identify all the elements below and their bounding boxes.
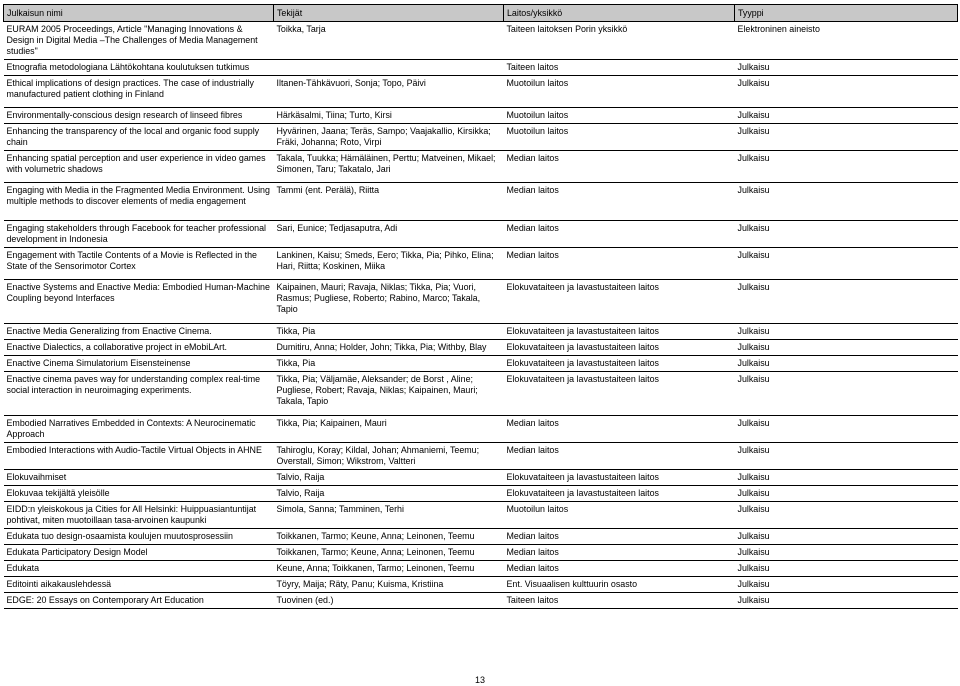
cell-authors: Talvio, Raija [274, 486, 504, 502]
cell-authors: Tahiroglu, Koray; Kildal, Johan; Ahmaniemi, Teemu; Overstall, Simon; Wikstrom, Valtteri [274, 443, 504, 470]
cell-department: Elokuvataiteen ja lavastustaiteen laitos [504, 372, 735, 416]
cell-type: Julkaisu [735, 324, 958, 340]
cell-type: Julkaisu [735, 593, 958, 609]
cell-department: Muotoilun laitos [504, 108, 735, 124]
cell-type: Julkaisu [735, 372, 958, 416]
cell-type: Julkaisu [735, 416, 958, 443]
table-row [4, 324, 958, 340]
cell-department: Median laitos [504, 221, 735, 248]
table-row [4, 340, 958, 356]
cell-department: Elokuvataiteen ja lavastustaiteen laitos [504, 486, 735, 502]
table-row [4, 577, 958, 593]
cell-title: Edukata Participatory Design Model [4, 545, 274, 561]
cell-authors: Simola, Sanna; Tamminen, Terhi [274, 502, 504, 529]
cell-title: EDGE: 20 Essays on Contemporary Art Education [4, 593, 274, 609]
cell-type: Julkaisu [735, 183, 958, 221]
cell-authors: Härkäsalmi, Tiina; Turto, Kirsi [274, 108, 504, 124]
cell-authors: Töyry, Maija; Räty, Panu; Kuisma, Kristiina [274, 577, 504, 593]
table-row [4, 502, 958, 529]
cell-title: Edukata [4, 561, 274, 577]
cell-authors: Tikka, Pia; Väljamäe, Aleksander; de Borst , Aline; Pugliese, Robert; Ravaja, Niklas; Kaipainen, Mauri; Takala, Tapio [274, 372, 504, 416]
cell-type: Julkaisu [735, 561, 958, 577]
table-row [4, 280, 958, 324]
cell-department: Median laitos [504, 416, 735, 443]
table-row [4, 124, 958, 151]
cell-title: EURAM 2005 Proceedings, Article "Managing Innovations & Design in Digital Media –The Challenges of Media Management studies" [4, 22, 274, 60]
cell-authors: Hyvärinen, Jaana; Teräs, Sampo; Vaajakallio, Kirsikka; Fräki, Johanna; Roto, Virpi [274, 124, 504, 151]
cell-department: Median laitos [504, 183, 735, 221]
cell-title: Elokuvaa tekijältä yleisölle [4, 486, 274, 502]
cell-department: Median laitos [504, 443, 735, 470]
cell-department: Elokuvataiteen ja lavastustaiteen laitos [504, 470, 735, 486]
cell-authors: Tikka, Pia [274, 356, 504, 372]
cell-type: Julkaisu [735, 545, 958, 561]
cell-authors: Kaipainen, Mauri; Ravaja, Niklas; Tikka, Pia; Vuori, Rasmus; Pugliese, Roberto; Rabino, Marco; Takala, Tapio [274, 280, 504, 324]
cell-department: Taiteen laitos [504, 60, 735, 76]
table-row [4, 443, 958, 470]
table-row [4, 545, 958, 561]
cell-type: Julkaisu [735, 151, 958, 183]
cell-department: Taiteen laitos [504, 593, 735, 609]
column-header-type: Tyyppi [735, 5, 958, 22]
cell-title: Engaging stakeholders through Facebook for teacher professional development in Indonesia [4, 221, 274, 248]
table-row [4, 561, 958, 577]
cell-type: Julkaisu [735, 577, 958, 593]
cell-authors: Toikkanen, Tarmo; Keune, Anna; Leinonen, Teemu [274, 529, 504, 545]
table-row [4, 593, 958, 609]
cell-type: Julkaisu [735, 470, 958, 486]
cell-authors: Talvio, Raija [274, 470, 504, 486]
cell-authors: Dumitiru, Anna; Holder, John; Tikka, Pia; Withby, Blay [274, 340, 504, 356]
cell-type: Julkaisu [735, 60, 958, 76]
table-row [4, 529, 958, 545]
cell-title: Ethical implications of design practices. The case of industrially manufactured patient clothing in Finland [4, 76, 274, 108]
cell-title: Elokuvaihmiset [4, 470, 274, 486]
cell-department: Muotoilun laitos [504, 124, 735, 151]
cell-authors: Toikka, Tarja [274, 22, 504, 60]
cell-title: EIDD:n yleiskokous ja Cities for All Helsinki: Huippuasiantuntijat pohtivat, miten muotoillaan tasa-arvoinen kaupunki [4, 502, 274, 529]
table-row [4, 416, 958, 443]
cell-title: Enactive Systems and Enactive Media: Embodied Human-Machine Coupling beyond Interfaces [4, 280, 274, 324]
cell-authors: Takala, Tuukka; Hämäläinen, Perttu; Matveinen, Mikael; Simonen, Taru; Takatalo, Jari [274, 151, 504, 183]
column-header-authors: Tekijät [274, 5, 504, 22]
cell-department: Median laitos [504, 151, 735, 183]
publications-table [3, 4, 958, 609]
cell-type: Julkaisu [735, 124, 958, 151]
column-header-title: Julkaisun nimi [4, 5, 274, 22]
cell-type: Julkaisu [735, 248, 958, 280]
cell-type: Julkaisu [735, 340, 958, 356]
cell-title: Editointi aikakauslehdessä [4, 577, 274, 593]
cell-type: Julkaisu [735, 502, 958, 529]
cell-authors: Tikka, Pia [274, 324, 504, 340]
table-row [4, 372, 958, 416]
cell-authors: Tammi (ent. Perälä), Riitta [274, 183, 504, 221]
table-row [4, 22, 958, 60]
cell-type: Julkaisu [735, 76, 958, 108]
column-header-department: Laitos/yksikkö [504, 5, 735, 22]
table-row [4, 486, 958, 502]
cell-title: Enactive Dialectics, a collaborative project in eMobiLArt. [4, 340, 274, 356]
cell-authors: Lankinen, Kaisu; Smeds, Eero; Tikka, Pia; Pihko, Elina; Hari, Riitta; Koskinen, Miika [274, 248, 504, 280]
cell-title: Environmentally-conscious design research of linseed fibres [4, 108, 274, 124]
cell-authors: Sari, Eunice; Tedjasaputra, Adi [274, 221, 504, 248]
table-row [4, 356, 958, 372]
cell-department: Median laitos [504, 529, 735, 545]
page-number: 13 [474, 675, 485, 685]
cell-department: Ent. Visuaalisen kulttuurin osasto [504, 577, 735, 593]
cell-authors: Toikkanen, Tarmo; Keune, Anna; Leinonen, Teemu [274, 545, 504, 561]
cell-type: Elektroninen aineisto [735, 22, 958, 60]
cell-department: Median laitos [504, 545, 735, 561]
cell-department: Elokuvataiteen ja lavastustaiteen laitos [504, 356, 735, 372]
cell-title: Engaging with Media in the Fragmented Media Environment. Using multiple methods to discover elements of media engagement [4, 183, 274, 221]
cell-department: Muotoilun laitos [504, 76, 735, 108]
table-row [4, 151, 958, 183]
table-row [4, 60, 958, 76]
cell-department: Elokuvataiteen ja lavastustaiteen laitos [504, 324, 735, 340]
table-row [4, 183, 958, 221]
table-row [4, 248, 958, 280]
cell-department: Elokuvataiteen ja lavastustaiteen laitos [504, 280, 735, 324]
table-row [4, 470, 958, 486]
header-row [4, 5, 958, 22]
cell-title: Edukata tuo design-osaamista koulujen muutosprosessiin [4, 529, 274, 545]
cell-title: Enactive cinema paves way for understanding complex real-time social interaction in neuroimaging experiments. [4, 372, 274, 416]
cell-department: Muotoilun laitos [504, 502, 735, 529]
cell-department: Median laitos [504, 561, 735, 577]
cell-authors [274, 60, 504, 76]
cell-title: Enactive Media Generalizing from Enactive Cinema. [4, 324, 274, 340]
cell-title: Embodied Interactions with Audio-Tactile Virtual Objects in AHNE [4, 443, 274, 470]
cell-type: Julkaisu [735, 280, 958, 324]
cell-authors: Tikka, Pia; Kaipainen, Mauri [274, 416, 504, 443]
cell-department: Median laitos [504, 248, 735, 280]
cell-department: Elokuvataiteen ja lavastustaiteen laitos [504, 340, 735, 356]
cell-title: Embodied Narratives Embedded in Contexts: A Neurocinematic Approach [4, 416, 274, 443]
cell-title: Engagement with Tactile Contents of a Movie is Reflected in the State of the Sensorimotor Cortex [4, 248, 274, 280]
cell-type: Julkaisu [735, 356, 958, 372]
cell-title: Enhancing spatial perception and user experience in video games with volumetric shadows [4, 151, 274, 183]
table-row [4, 76, 958, 108]
cell-title: Enhancing the transparency of the local and organic food supply chain [4, 124, 274, 151]
cell-authors: Tuovinen (ed.) [274, 593, 504, 609]
cell-type: Julkaisu [735, 529, 958, 545]
cell-type: Julkaisu [735, 443, 958, 470]
cell-authors: Iltanen-Tähkävuori, Sonja; Topo, Päivi [274, 76, 504, 108]
table-body [4, 22, 958, 609]
cell-title: Enactive Cinema Simulatorium Eisensteinense [4, 356, 274, 372]
cell-type: Julkaisu [735, 108, 958, 124]
cell-title: Etnografia metodologiana Lähtökohtana koulutuksen tutkimus [4, 60, 274, 76]
cell-department: Taiteen laitoksen Porin yksikkö [504, 22, 735, 60]
cell-type: Julkaisu [735, 486, 958, 502]
cell-authors: Keune, Anna; Toikkanen, Tarmo; Leinonen, Teemu [274, 561, 504, 577]
table-row [4, 108, 958, 124]
table-row [4, 221, 958, 248]
cell-type: Julkaisu [735, 221, 958, 248]
